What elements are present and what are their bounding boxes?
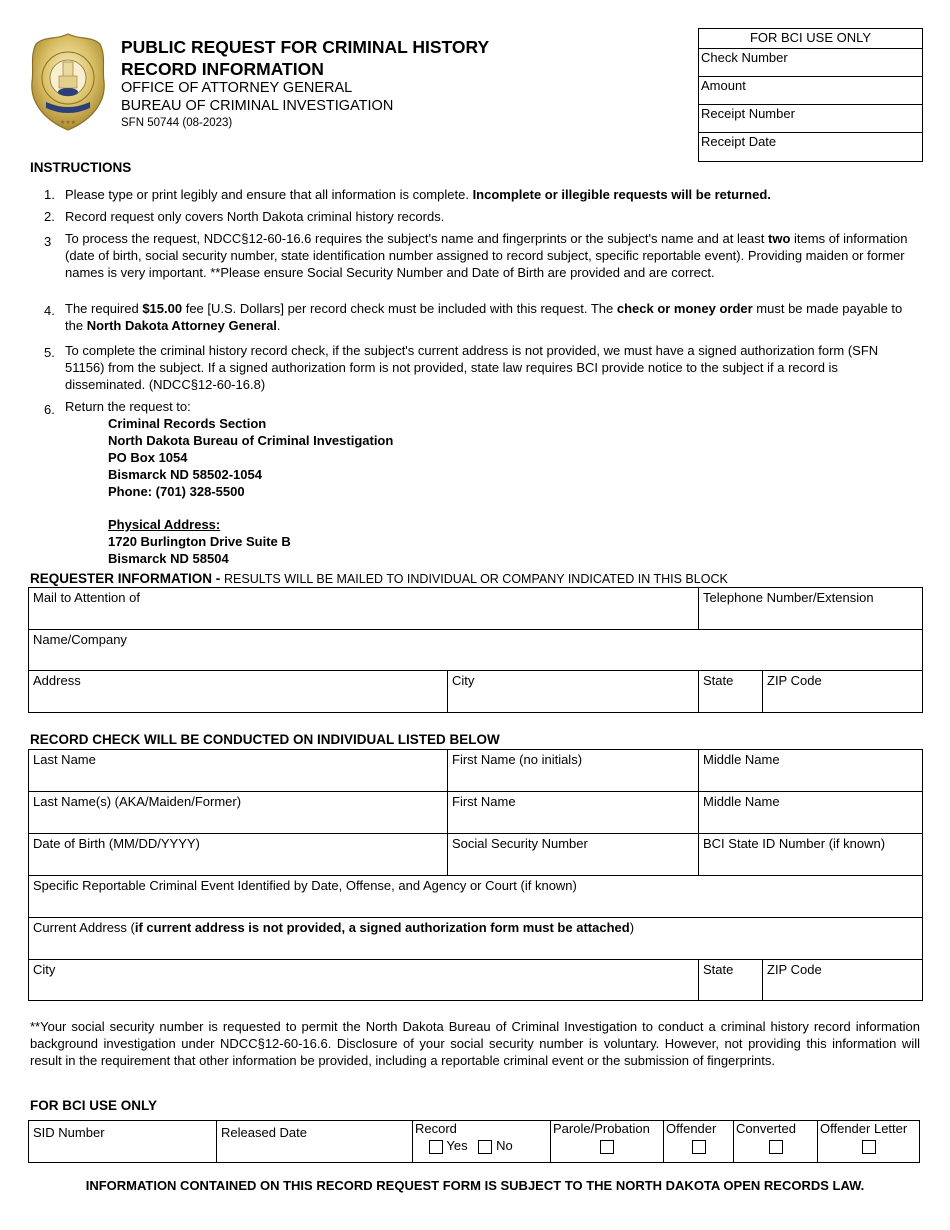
subject-section-heading: RECORD CHECK WILL BE CONDUCTED ON INDIVIDUAL LISTED BELOW: [30, 732, 500, 747]
current-address-field[interactable]: [29, 918, 923, 960]
open-records-footer: INFORMATION CONTAINED ON THIS RECORD REQUEST FORM IS SUBJECT TO THE NORTH DAKOTA OPEN RECORDS LAW.: [85, 1178, 865, 1193]
record-yes-label: Yes: [446, 1138, 468, 1153]
mailing-address-line: PO Box 1054: [108, 450, 188, 465]
parole-probation-checkbox[interactable]: [600, 1140, 614, 1154]
svg-text:★★★: ★★★: [59, 119, 77, 126]
receipt-date-field[interactable]: Receipt Date: [701, 134, 777, 149]
aka-first-name-field[interactable]: First Name: [448, 792, 699, 834]
instruction-emphasis: check or money order: [616, 301, 753, 316]
mailing-address-line: Bismarck ND 58502-1054: [108, 467, 262, 482]
fee-amount: $15.00: [142, 301, 183, 316]
record-field: [413, 1121, 551, 1162]
instruction-5: To complete the criminal history record check, if the subject's current address is not provided, we must have a signed authorization form (SFN 51156) from the subject. If a signed authorization form is not provided, state law requires BCI provide notice to the subject if a record is disseminated. (NDCC§12-60-16.8): [65, 343, 879, 392]
physical-address-line: Bismarck ND 58504: [108, 551, 229, 566]
instruction-text: fee [U.S. Dollars] per record check must be included with this request. The: [182, 301, 617, 316]
date-of-birth-field[interactable]: Date of Birth (MM/DD/YYYY): [29, 834, 448, 876]
org-name-line2: BUREAU OF CRIMINAL INVESTIGATION: [121, 98, 394, 114]
requester-city-field[interactable]: City: [448, 671, 699, 712]
record-no-label: No: [496, 1138, 513, 1153]
parole-probation-label: Parole/Probation: [553, 1121, 650, 1136]
item-number: 6.: [44, 402, 55, 417]
instruction-text: items of information (date of birth, social security number, state identification number assigned to record subject, specific reportable event). Providing maiden or former names is very important. **Please ensure Social Security Number and Date of Birth are provided and are correct.: [65, 231, 908, 280]
bci-use-only-heading: FOR BCI USE ONLY: [699, 29, 922, 49]
receipt-number-field[interactable]: Receipt Number: [699, 105, 922, 133]
subject-state-field[interactable]: State: [699, 960, 763, 1000]
amount-field[interactable]: Amount: [699, 77, 922, 105]
org-name-line1: OFFICE OF ATTORNEY GENERAL: [121, 80, 353, 96]
instruction-3: [65, 230, 915, 281]
aka-middle-name-field[interactable]: Middle Name: [699, 792, 923, 834]
reportable-event-field[interactable]: Specific Reportable Criminal Event Identified by Date, Offense, and Agency or Court (if known): [29, 876, 923, 918]
telephone-field[interactable]: Telephone Number/Extension: [699, 588, 923, 630]
bci-bottom-heading: FOR BCI USE ONLY: [30, 1098, 158, 1113]
requester-state-field[interactable]: State: [699, 671, 763, 712]
requester-info-grid: [28, 587, 923, 713]
parole-probation-field: [551, 1121, 664, 1162]
subject-city-field[interactable]: City: [29, 960, 699, 1000]
instruction-4: [65, 300, 915, 334]
form-title-line1: PUBLIC REQUEST FOR CRIMINAL HISTORY: [121, 37, 490, 57]
mailing-address-line: Criminal Records Section: [108, 416, 267, 431]
offender-field: [664, 1121, 734, 1162]
instruction-2: Record request only covers North Dakota criminal history records.: [65, 209, 445, 224]
offender-label: Offender: [666, 1121, 717, 1136]
sid-number-field[interactable]: SID Number: [29, 1121, 217, 1162]
bci-state-id-field[interactable]: BCI State ID Number (if known): [699, 834, 923, 876]
instruction-emphasis: two: [768, 231, 791, 246]
name-company-field[interactable]: Name/Company: [29, 630, 923, 671]
subject-zip-field[interactable]: ZIP Code: [767, 962, 822, 977]
payee-name: North Dakota Attorney General: [86, 318, 277, 333]
converted-checkbox[interactable]: [769, 1140, 783, 1154]
current-address-label: Current Address (: [33, 920, 135, 935]
middle-name-field[interactable]: Middle Name: [699, 750, 923, 792]
phone-line: Phone: (701) 328-5500: [108, 484, 245, 499]
ssn-field[interactable]: Social Security Number: [448, 834, 699, 876]
requester-section-heading: [30, 571, 728, 586]
offender-letter-checkbox[interactable]: [862, 1140, 876, 1154]
instructions-heading: INSTRUCTIONS: [30, 160, 132, 175]
instruction-text: Please type or print legibly and ensure that all information is complete.: [65, 187, 473, 202]
record-label: Record: [415, 1121, 457, 1136]
record-no-checkbox[interactable]: [478, 1140, 492, 1154]
check-number-field[interactable]: Check Number: [699, 49, 922, 77]
item-number: 3: [44, 234, 52, 249]
item-number: 5.: [44, 345, 55, 360]
bci-bottom-grid: [28, 1120, 920, 1163]
item-number: 1.: [44, 187, 55, 202]
instruction-text: The required: [65, 301, 143, 316]
current-address-warning: if current address is not provided, a signed authorization form must be attached: [134, 920, 630, 935]
subject-info-grid: [28, 749, 923, 1001]
instruction-text: .: [276, 318, 281, 333]
mailing-address-line: North Dakota Bureau of Criminal Investigation: [108, 433, 394, 448]
aka-last-name-field[interactable]: Last Name(s) (AKA/Maiden/Former): [29, 792, 448, 834]
bci-badge-logo: [30, 32, 106, 132]
record-yes-checkbox[interactable]: [429, 1140, 443, 1154]
instruction-6: Return the request to:: [65, 399, 191, 414]
physical-address-line: 1720 Burlington Drive Suite B: [108, 534, 291, 549]
form-title-line2: RECORD INFORMATION: [121, 59, 324, 79]
instruction-text: must be made payable to the: [65, 301, 903, 333]
converted-label: Converted: [736, 1121, 796, 1136]
physical-address-label: Physical Address:: [108, 517, 221, 532]
requester-heading: REQUESTER INFORMATION -: [30, 571, 224, 586]
requester-zip-field[interactable]: ZIP Code: [767, 673, 822, 688]
converted-field: [734, 1121, 818, 1162]
mail-to-attention-field[interactable]: Mail to Attention of: [29, 588, 699, 630]
instruction-1: [65, 186, 915, 203]
bci-use-only-box: [698, 28, 923, 162]
instruction-text: To process the request, NDCC§12-60-16.6 requires the subject's name and fingerprints or the subject's name and at least: [65, 231, 769, 246]
first-name-field[interactable]: First Name (no initials): [448, 750, 699, 792]
offender-letter-label: Offender Letter: [820, 1121, 908, 1136]
item-number: 2.: [44, 209, 55, 224]
released-date-field[interactable]: Released Date: [217, 1121, 413, 1162]
instruction-emphasis: Incomplete or illegible requests will be returned.: [472, 187, 771, 202]
form-number: SFN 50744 (08-2023): [121, 117, 233, 129]
item-number: 4.: [44, 303, 55, 318]
last-name-field[interactable]: Last Name: [29, 750, 448, 792]
current-address-label-end: ): [629, 920, 635, 935]
requester-address-field[interactable]: Address: [29, 671, 448, 712]
requester-subheading: RESULTS WILL BE MAILED TO INDIVIDUAL OR COMPANY INDICATED IN THIS BLOCK: [224, 572, 728, 586]
offender-letter-field: [818, 1121, 919, 1162]
ssn-disclosure-note: **Your social security number is requested to permit the North Dakota Bureau of Criminal Investigation to conduct a criminal history record information background investigation under NDCC§12-60-16.6. Disclosure of your social security number is voluntary. However, not providing this information will result in the requirement that other information be provided, including a reportable criminal event or the submission of fingerprints.: [30, 1019, 920, 1068]
offender-checkbox[interactable]: [692, 1140, 706, 1154]
